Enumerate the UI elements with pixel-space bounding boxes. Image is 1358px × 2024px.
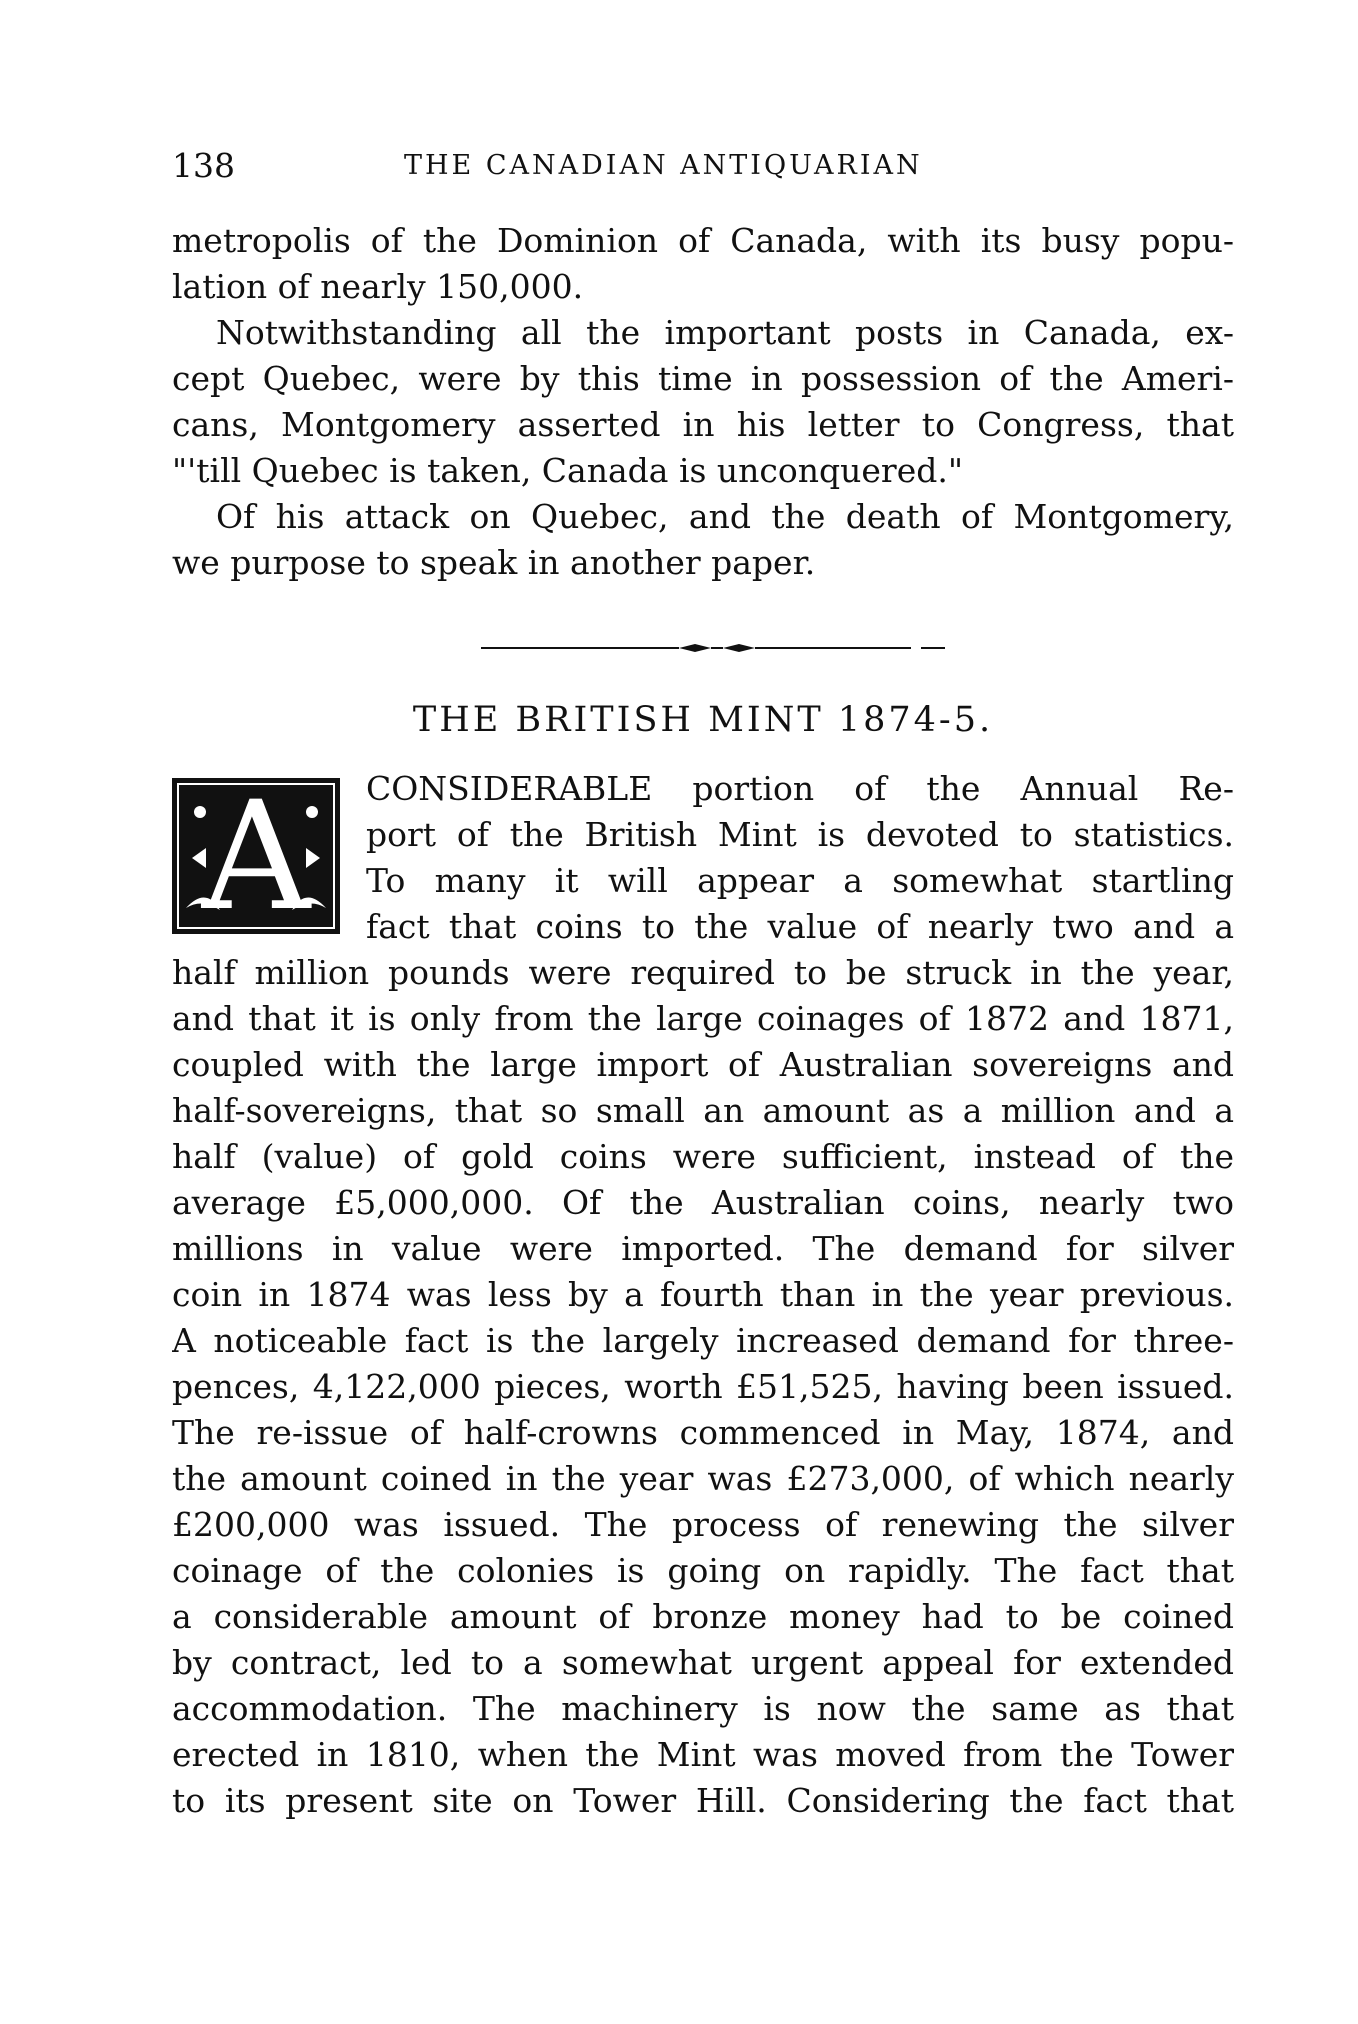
text-line: metropolis of the Dominion of Canada, with its busy popu- (172, 221, 1234, 260)
text-line: CONSIDERABLE portion of the Annual Re- (366, 769, 1234, 808)
text-line: cans, Montgomery asserted in his letter to Congress, that (172, 405, 1234, 444)
page-number: 138 (172, 146, 235, 185)
text-line: coin in 1874 was less by a fourth than in the year previous. (172, 1275, 1234, 1314)
text-line: average £5,000,000. Of the Australian coins, nearly two (172, 1183, 1234, 1222)
drop-cap (172, 778, 340, 934)
text-line: To many it will appear a somewhat startling (366, 861, 1234, 900)
journal-title: THE CANADIAN ANTIQUARIAN (404, 150, 923, 181)
text-line: to its present site on Tower Hill. Considering the fact that (172, 1781, 1234, 1820)
text-line: the amount coined in the year was £273,000, of which nearly (172, 1459, 1234, 1498)
text-line: accommodation. The machinery is now the same as that (172, 1689, 1234, 1728)
text-line: Notwithstanding all the important posts in Canada, ex- (216, 313, 1234, 352)
previous-article-text (172, 218, 1234, 586)
text-line: half million pounds were required to be struck in the year, (172, 953, 1234, 992)
text-line: half (value) of gold coins were sufficient, instead of the (172, 1137, 1234, 1176)
text-line: fact that coins to the value of nearly two and a (366, 907, 1234, 946)
text-line: by contract, led to a somewhat urgent appeal for extended (172, 1643, 1234, 1682)
text-line: coinage of the colonies is going on rapidly. The fact that (172, 1551, 1234, 1590)
text-line: a considerable amount of bronze money had to be coined (172, 1597, 1234, 1636)
text-line: half-sovereigns, that so small an amount as a million and a (172, 1091, 1234, 1130)
text-line: coupled with the large import of Australian sovereigns and (172, 1045, 1234, 1084)
running-head (172, 144, 1232, 188)
text-line: and that it is only from the large coinages of 1872 and 1871, (172, 999, 1234, 1038)
text-line: millions in value were imported. The demand for silver (172, 1229, 1234, 1268)
drop-cap-letter: A (201, 778, 311, 934)
text-line: pences, 4,122,000 pieces, worth £51,525, having been issued. (172, 1367, 1234, 1406)
article-opening-lines (366, 766, 1234, 950)
text-line: we purpose to speak in another paper. (172, 543, 816, 582)
text-line: The re-issue of half-crowns commenced in May, 1874, and (172, 1413, 1234, 1452)
section-divider-ornament (481, 642, 945, 654)
text-line: "'till Quebec is taken, Canada is unconquered." (172, 451, 964, 490)
text-line: £200,000 was issued. The process of renewing the silver (172, 1505, 1234, 1544)
text-line: Of his attack on Quebec, and the death of Montgomery, (216, 497, 1234, 536)
text-line: cept Quebec, were by this time in possession of the Ameri- (172, 359, 1234, 398)
text-line: port of the British Mint is devoted to statistics. (366, 815, 1234, 854)
text-line: erected in 1810, when the Mint was moved from the Tower (172, 1735, 1234, 1774)
article-title: THE BRITISH MINT 1874-5. (412, 700, 994, 740)
text-line: A noticeable fact is the largely increased demand for three- (172, 1321, 1234, 1360)
article-body (172, 950, 1234, 1824)
text-line: lation of nearly 150,000. (172, 267, 584, 306)
